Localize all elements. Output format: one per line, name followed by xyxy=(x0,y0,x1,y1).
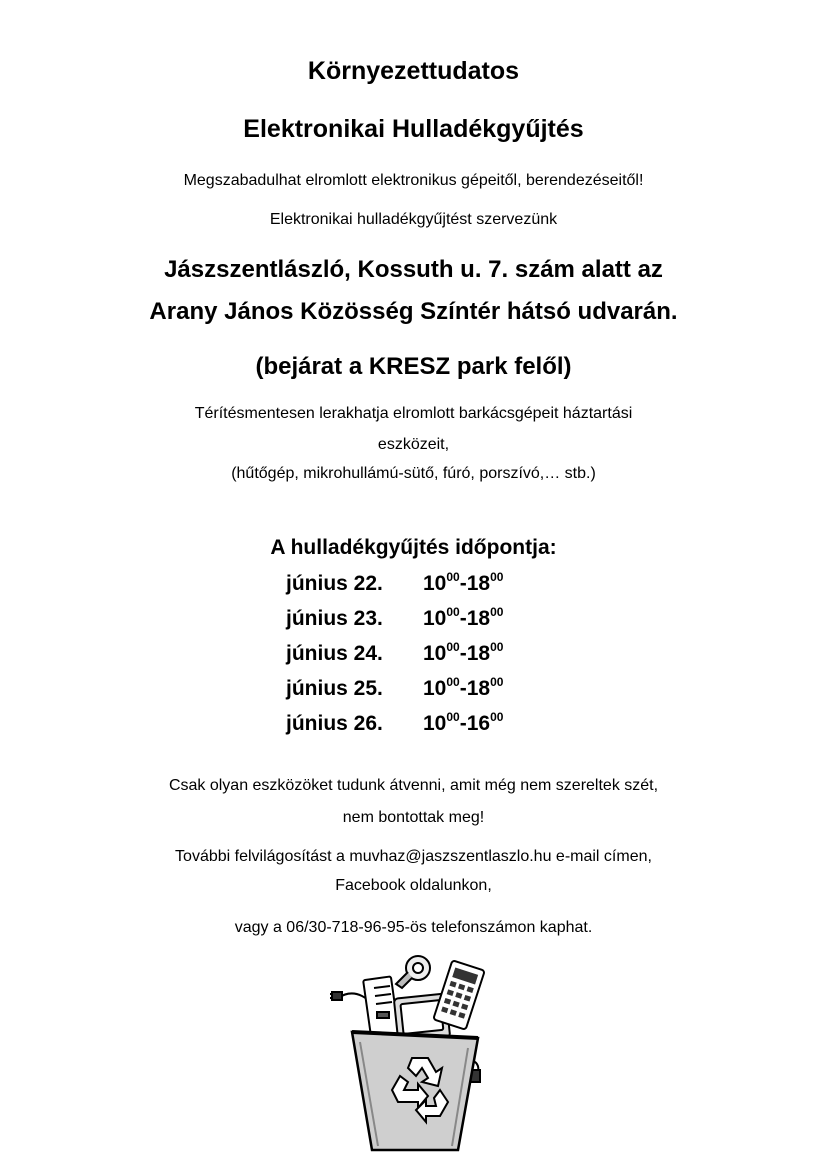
schedule-time: $10^{00}-18^{00}$ xyxy=(423,570,504,595)
info-line-2: Facebook oldalunkon, xyxy=(335,877,492,894)
schedule-row xyxy=(0,607,827,637)
schedule-time: $10^{00}-18^{00}$ xyxy=(423,605,504,630)
schedule-row xyxy=(0,677,827,707)
schedule-row xyxy=(0,642,827,672)
free-text-line-2: eszközeit, xyxy=(377,436,450,453)
schedule-row xyxy=(0,572,827,602)
schedule-time: $10^{00}-18^{00}$ xyxy=(423,675,504,700)
schedule-date: június 26. xyxy=(286,712,383,735)
schedule-time: $10^{00}-16^{00}$ xyxy=(423,710,504,735)
info-line-3: vagy a 06/30-718-96-95-ös telefonszámon kaphat. xyxy=(234,919,593,936)
recycling-bin-electronics-icon xyxy=(330,950,500,1160)
schedule-row xyxy=(0,712,827,742)
entrance-text: (bejárat a KRESZ park felől) xyxy=(255,353,572,380)
free-text-line-3: (hűtőgép, mikrohullámú-sütő, fúró, porszívó,… stb.) xyxy=(231,465,596,482)
schedule-time: $10^{00}-18^{00}$ xyxy=(423,640,504,665)
location-line-1: Jászszentlászló, Kossuth u. 7. szám alatt az xyxy=(164,256,663,283)
free-text-line-1: Térítésmentesen lerakhatja elromlott barkácsgépeit háztartási xyxy=(194,405,633,422)
schedule-date: június 22. xyxy=(286,572,383,595)
location-line-2: Arany János Közösség Színtér hátsó udvarán. xyxy=(149,298,678,325)
notice-line-2: nem bontottak meg! xyxy=(342,809,485,826)
notice-line-1: Csak olyan eszközöket tudunk átvenni, amit még nem szereltek szét, xyxy=(168,777,659,794)
schedule-date: június 24. xyxy=(286,642,383,665)
schedule-date: június 23. xyxy=(286,607,383,630)
title-line-2: Elektronikai Hulladékgyűjtés xyxy=(243,115,584,143)
schedule-date: június 25. xyxy=(286,677,383,700)
schedule-heading: A hulladékgyűjtés időpontja: xyxy=(270,536,557,559)
title-line-1: Környezettudatos xyxy=(307,57,520,85)
info-line-1: További felvilágosítást a muvhaz@jaszszentlaszlo.hu e-mail címen, xyxy=(175,848,652,865)
intro-text: Megszabadulhat elromlott elektronikus gépeitől, berendezéseitől! xyxy=(183,172,644,189)
organize-text: Elektronikai hulladékgyűjtést szervezünk xyxy=(269,211,558,228)
